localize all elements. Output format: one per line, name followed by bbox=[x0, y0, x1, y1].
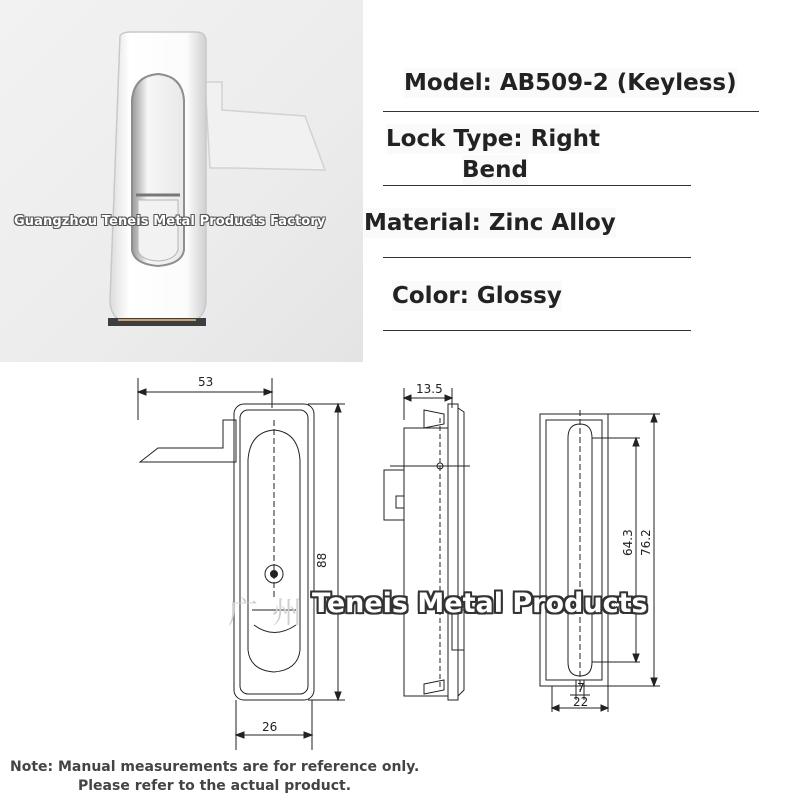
dim-overall-height: 76.2 bbox=[639, 529, 653, 556]
dim-depth: 13.5 bbox=[416, 382, 443, 396]
dim-width-total: 53 bbox=[198, 375, 214, 389]
note-line-1: Note: Manual measurements are for reference only. bbox=[10, 759, 420, 775]
dim-bottom-width: 22 bbox=[573, 695, 589, 709]
dim-small-width: 7 bbox=[577, 681, 585, 695]
measurement-note bbox=[10, 758, 419, 796]
divider bbox=[383, 257, 691, 258]
lock-handle-illustration bbox=[0, 0, 363, 362]
lock-type-label: Lock Type: Right bbox=[386, 126, 601, 152]
product-photo bbox=[0, 0, 363, 362]
dim-slot-height: 64.3 bbox=[621, 529, 635, 556]
dim-height: 88 bbox=[315, 552, 329, 568]
dim-base-width: 26 bbox=[262, 720, 278, 734]
brand-watermark: Teneis Metal Products bbox=[312, 588, 648, 619]
material-label: Material: Zinc Alloy bbox=[364, 210, 616, 236]
note-line-2: Please refer to the actual product. bbox=[78, 778, 352, 794]
technical-drawing bbox=[0, 362, 800, 762]
factory-watermark: Guangzhou Teneis Metal Products Factory bbox=[14, 214, 326, 229]
divider bbox=[383, 185, 691, 186]
model-label: Model: AB509-2 (Keyless) bbox=[404, 70, 737, 96]
divider bbox=[383, 111, 759, 112]
color-label: Color: Glossy bbox=[392, 283, 562, 309]
faint-watermark-cjk: 广州 bbox=[228, 596, 316, 631]
divider bbox=[383, 330, 691, 331]
lock-type-label-cont: Bend bbox=[462, 157, 528, 183]
